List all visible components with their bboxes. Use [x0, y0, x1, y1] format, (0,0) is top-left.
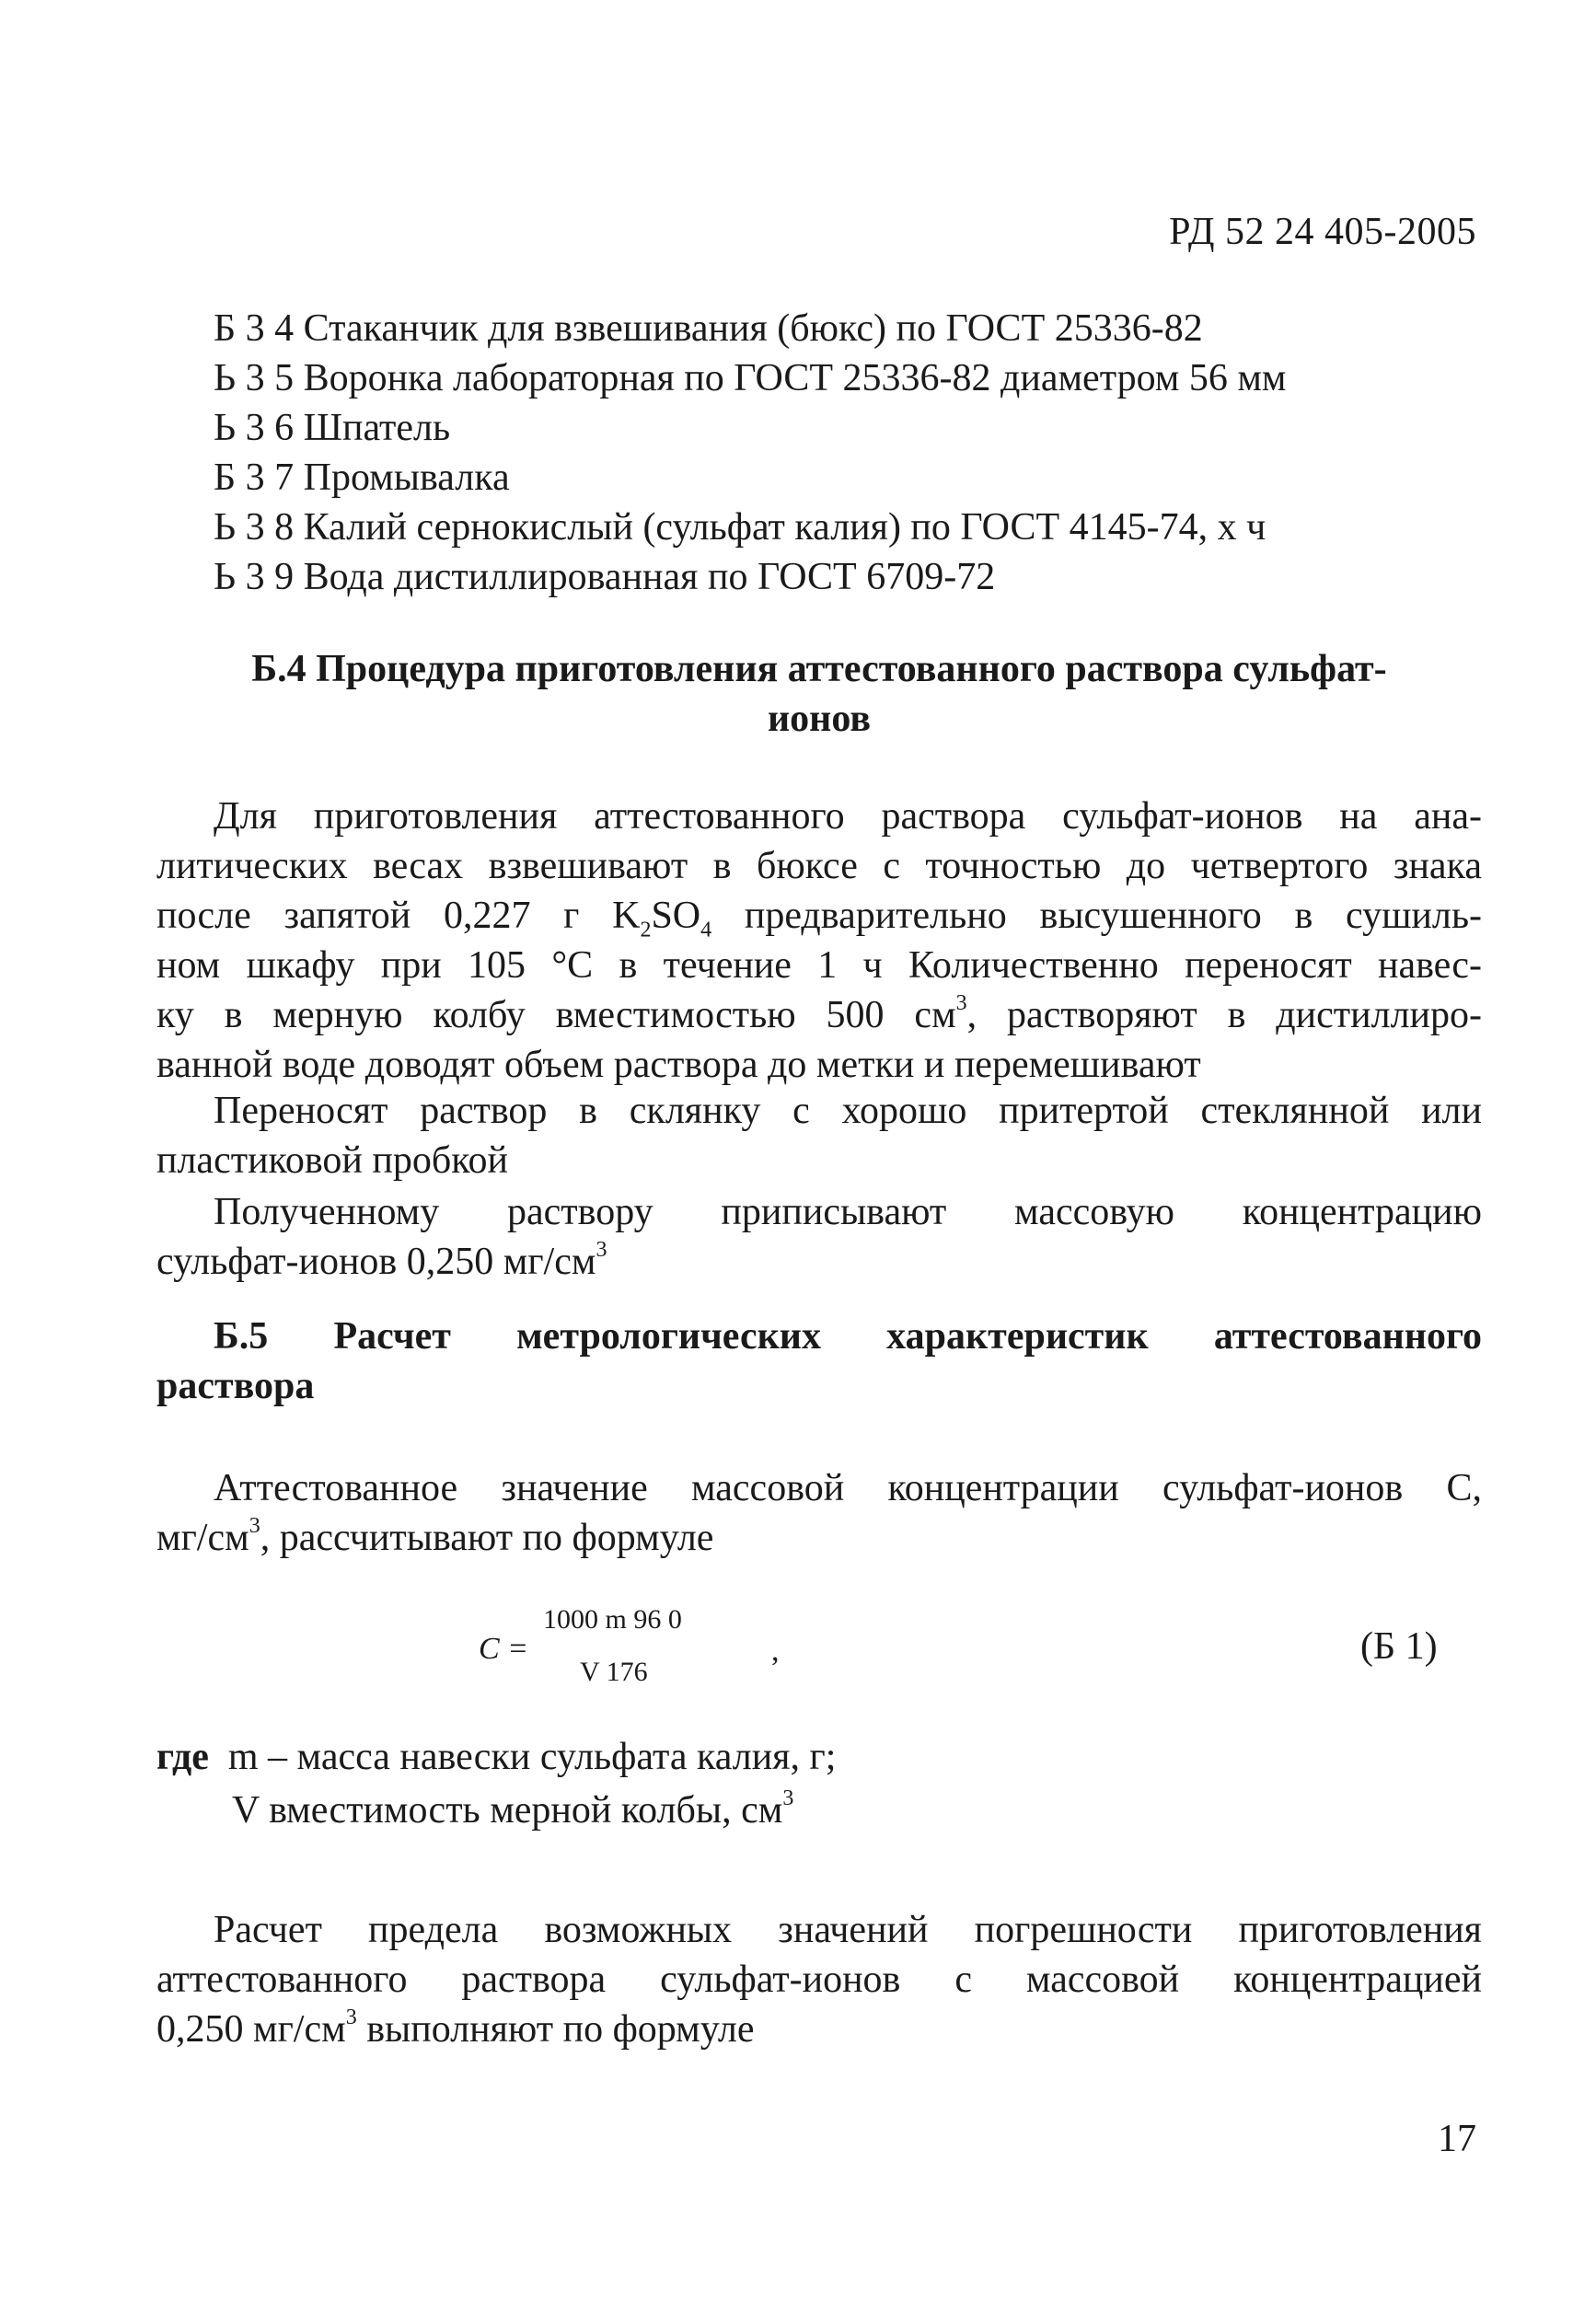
text-line: $мг/см^3$, рассчитывают по формуле: [156, 1514, 714, 1559]
formula-numerator: 1000 m 96 0: [543, 1604, 682, 1635]
list-item: Ь 3 9 Вода дистиллированная по ГОСТ 6709-72: [214, 556, 996, 598]
text-line: Полученному раствору приписывают массовую концентрацию: [214, 1191, 1482, 1233]
paragraph-concentration: [156, 1187, 1482, 1287]
text-line: Переносят раствор в склянку с хорошо притертой стеклянной или: [214, 1090, 1482, 1132]
definition-m: где m – масса навески сульфата калия, г;: [156, 1736, 837, 1778]
text-line: ном шкафу при 105 °С в течение 1 ч Количественно переносят навес-: [156, 944, 1482, 987]
text-line: аттестованного раствора сульфат-ионов с массовой концентрацией: [156, 1959, 1482, 2001]
text-line: после запятой 0,227 г $K_2SO_4$ предварительно высушенного в сушиль-: [156, 895, 1482, 942]
equation-number: (Б 1): [1360, 1625, 1438, 1668]
formula-denominator: V 176: [580, 1657, 648, 1687]
page-number: 17: [1438, 2118, 1476, 2160]
text-line: пластиковой пробкой: [156, 1139, 508, 1182]
variable-definitions: [156, 1730, 836, 1837]
text-line: 0,250 $мг/см^3$ выполняют по формуле: [156, 2005, 755, 2051]
paragraph-transfer: [156, 1086, 1482, 1185]
text-line: сульфат-ионов 0,250 $мг/см^3$: [156, 1238, 607, 1283]
list-item: Ь 3 8 Калий сернокислый (сульфат калия) по ГОСТ 4145-74, х ч: [214, 506, 1266, 549]
list-item: Б 3 4 Стаканчик для взвешивания (бюкс) по ГОСТ 25336-82: [214, 307, 1203, 350]
heading-line: раствора: [156, 1365, 315, 1407]
list-item: Б 3 7 Промывалка: [214, 457, 510, 499]
paragraph-error-limit: [156, 1905, 1482, 2054]
document-id: РД 52 24 405-2005: [1169, 211, 1476, 253]
list-item: Ь 3 6 Шпатель: [214, 407, 451, 449]
list-item: Ь 3 5 Воронка лабораторная по ГОСТ 25336-82 диаметром 56 мм: [214, 357, 1287, 399]
heading-line: Б.5 Расчет метрологических характеристик аттестованного: [214, 1315, 1482, 1358]
equipment-list: [214, 304, 1502, 602]
text-line: ванной воде доводят объем раствора до метки и перемешивают: [156, 1044, 1201, 1086]
paragraph-calculation: [156, 1463, 1482, 1563]
formula-comma: ,: [771, 1634, 780, 1668]
heading-line: ионов: [767, 698, 872, 740]
section-heading-b4: [156, 644, 1482, 744]
paragraph-preparation: [156, 792, 1482, 1090]
text-line: Аттестованное значение массовой концентрации сульфат-ионов C,: [214, 1467, 1482, 1509]
section-heading-b5: [156, 1312, 1482, 1411]
definition-v: V вместимость мерной колбы, $см^3$: [232, 1786, 794, 1832]
heading-line: Б.4 Процедура приготовления аттестованного раствора сульфат-: [251, 648, 1387, 690]
text-line: Расчет предела возможных значений погрешности приготовления: [214, 1909, 1482, 1951]
text-line: литических весах взвешивают в бюксе с точностью до четвертого знака: [156, 845, 1482, 887]
formula-b1: [479, 1597, 847, 1698]
text-line: ку в мерную колбу вместимостью 500 $см^3$, растворяют в дистиллиро-: [156, 991, 1482, 1036]
formula-lhs: C =: [479, 1632, 529, 1666]
text-line: Для приготовления аттестованного раствора сульфат-ионов на ана-: [214, 795, 1482, 838]
